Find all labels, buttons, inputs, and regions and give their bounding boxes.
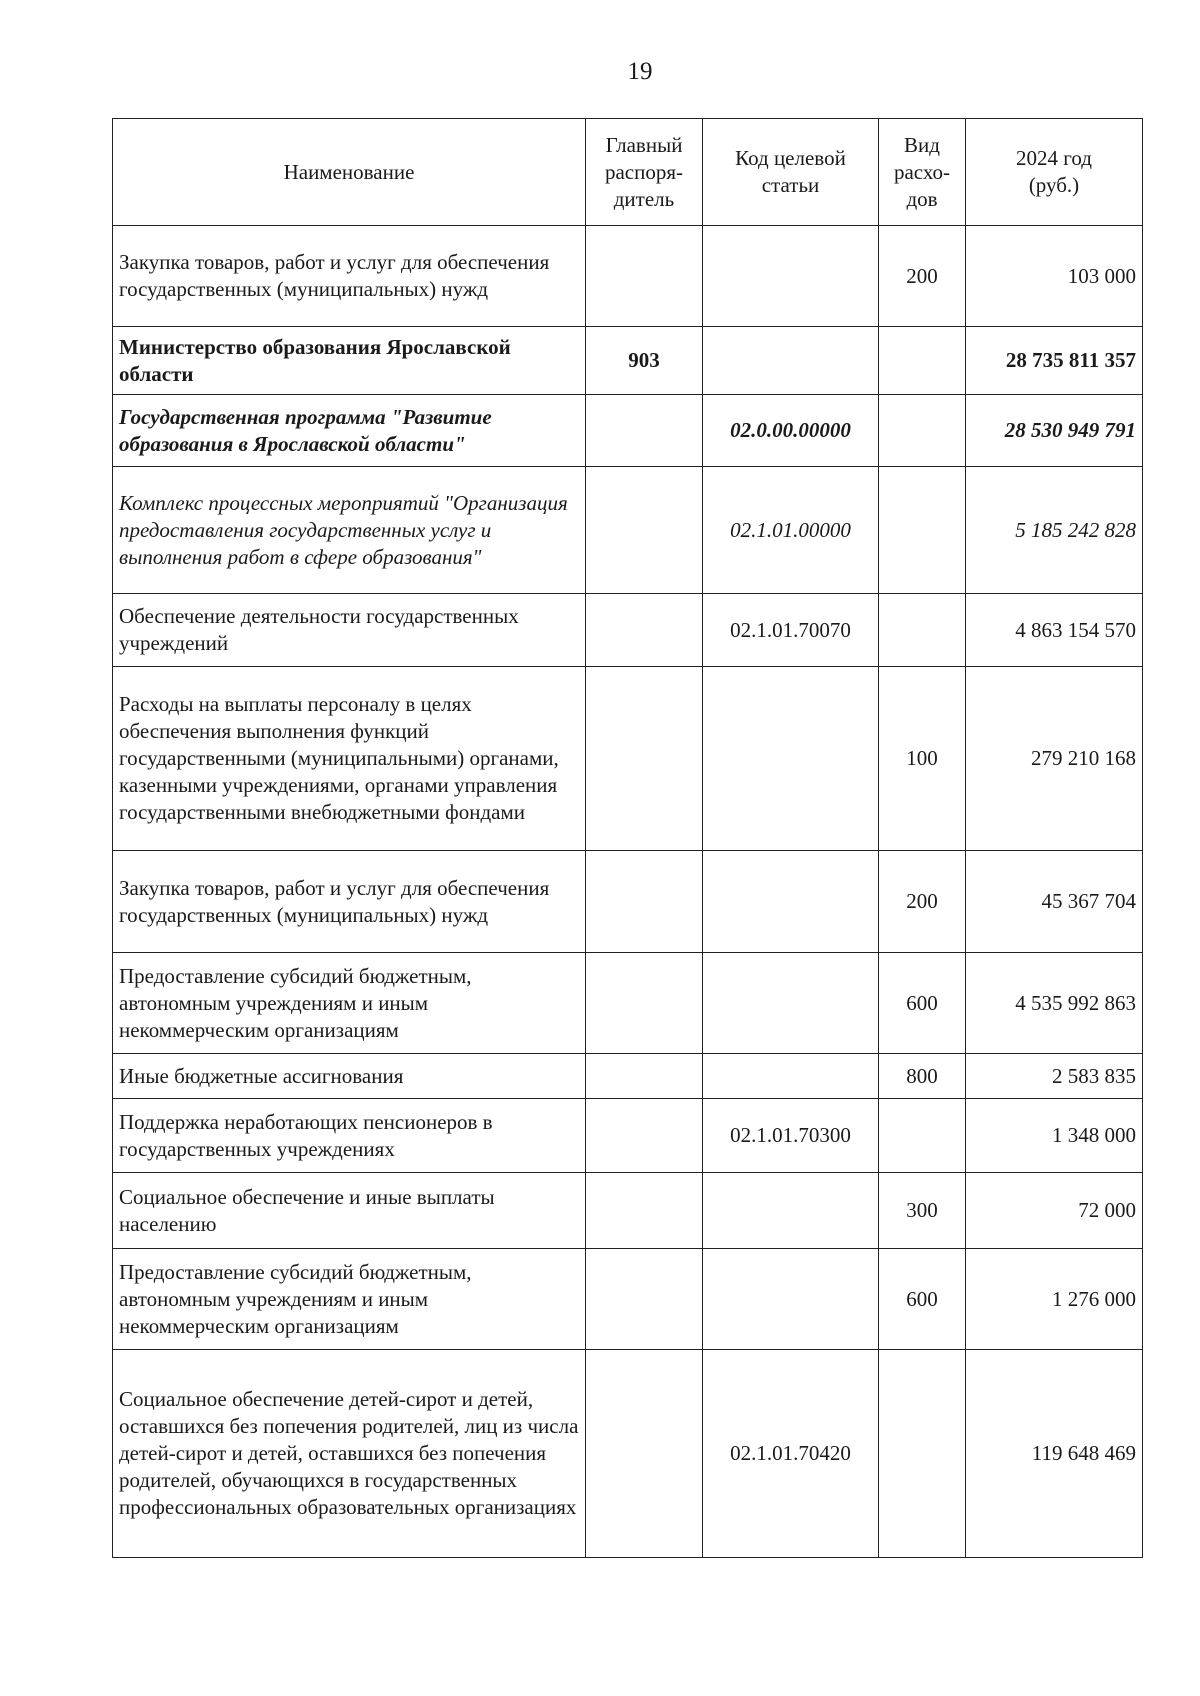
table-row [113,594,1143,667]
table-row [113,953,1143,1054]
row-type [879,594,966,667]
row-name: Предоставление субсидий бюджетным, автономным учреждениям и иным некоммерческим организациям [113,1249,586,1350]
row-manager [586,953,703,1054]
table-row [113,226,1143,327]
row-code [703,1173,879,1249]
row-name: Государственная программа "Развитие образования в Ярославской области" [113,395,586,467]
row-type [879,395,966,467]
header-amount: 2024 год (руб.) [966,119,1143,226]
row-code [703,953,879,1054]
row-type: 100 [879,667,966,851]
row-name: Комплекс процессных мероприятий "Организация предоставления государственных услуг и выполнения работ в сфере образования" [113,467,586,594]
row-manager [586,851,703,953]
table-row [113,1173,1143,1249]
budget-table [112,118,1143,1558]
table-row [113,851,1143,953]
row-type: 600 [879,953,966,1054]
row-amount: 45 367 704 [966,851,1143,953]
table-row [113,1249,1143,1350]
row-manager [586,667,703,851]
row-manager [586,395,703,467]
row-manager [586,1099,703,1173]
table-row [113,1054,1143,1099]
row-name: Иные бюджетные ассигнования [113,1054,586,1099]
row-manager: 903 [586,327,703,395]
row-type: 600 [879,1249,966,1350]
row-code [703,851,879,953]
row-code: 02.0.00.00000 [703,395,879,467]
table-row [113,1099,1143,1173]
row-name: Социальное обеспечение детей-сирот и детей, оставшихся без попечения родителей, лиц из числа детей-сирот и детей, оставшихся без попечения родителей, обучающихся в государственных профессиональных образовательных организациях [113,1350,586,1558]
table-row [113,327,1143,395]
row-type: 300 [879,1173,966,1249]
row-type [879,467,966,594]
row-type: 200 [879,226,966,327]
row-type: 800 [879,1054,966,1099]
row-amount: 28 530 949 791 [966,395,1143,467]
row-manager [586,467,703,594]
row-manager [586,1173,703,1249]
table-row [113,1350,1143,1558]
row-name: Министерство образования Ярославской области [113,327,586,395]
row-name: Закупка товаров, работ и услуг для обеспечения государственных (муниципальных) нужд [113,226,586,327]
row-code [703,327,879,395]
row-amount: 279 210 168 [966,667,1143,851]
page-number: 19 [627,58,653,85]
header-manager: Главный распоря- дитель [586,119,703,226]
row-amount: 72 000 [966,1173,1143,1249]
table-header-row [113,119,1143,226]
row-manager [586,1054,703,1099]
row-manager [586,594,703,667]
row-type: 200 [879,851,966,953]
row-code [703,1054,879,1099]
row-code: 02.1.01.70300 [703,1099,879,1173]
row-code: 02.1.01.00000 [703,467,879,594]
row-amount: 4 863 154 570 [966,594,1143,667]
row-code: 02.1.01.70420 [703,1350,879,1558]
row-amount: 119 648 469 [966,1350,1143,1558]
row-code [703,226,879,327]
row-name: Закупка товаров, работ и услуг для обеспечения государственных (муниципальных) нужд [113,851,586,953]
row-manager [586,1249,703,1350]
row-name: Поддержка неработающих пенсионеров в государственных учреждениях [113,1099,586,1173]
header-type: Вид расхо- дов [879,119,966,226]
row-amount: 1 276 000 [966,1249,1143,1350]
table-row [113,395,1143,467]
row-manager [586,1350,703,1558]
row-manager [586,226,703,327]
row-name: Обеспечение деятельности государственных учреждений [113,594,586,667]
row-type [879,327,966,395]
row-code [703,667,879,851]
row-amount: 1 348 000 [966,1099,1143,1173]
row-type [879,1350,966,1558]
row-name: Расходы на выплаты персоналу в целях обеспечения выполнения функций государственными (муниципальными) органами, казенными учреждениями, органами управления государственными внебюджетными фондами [113,667,586,851]
row-amount: 5 185 242 828 [966,467,1143,594]
row-code: 02.1.01.70070 [703,594,879,667]
row-name: Социальное обеспечение и иные выплаты населению [113,1173,586,1249]
row-name: Предоставление субсидий бюджетным, автономным учреждениям и иным некоммерческим организациям [113,953,586,1054]
row-amount: 2 583 835 [966,1054,1143,1099]
header-name: Наименование [113,119,586,226]
row-amount: 28 735 811 357 [966,327,1143,395]
row-amount: 103 000 [966,226,1143,327]
table-row [113,667,1143,851]
row-amount: 4 535 992 863 [966,953,1143,1054]
row-code [703,1249,879,1350]
row-type [879,1099,966,1173]
table-row [113,467,1143,594]
header-code: Код целевой статьи [703,119,879,226]
